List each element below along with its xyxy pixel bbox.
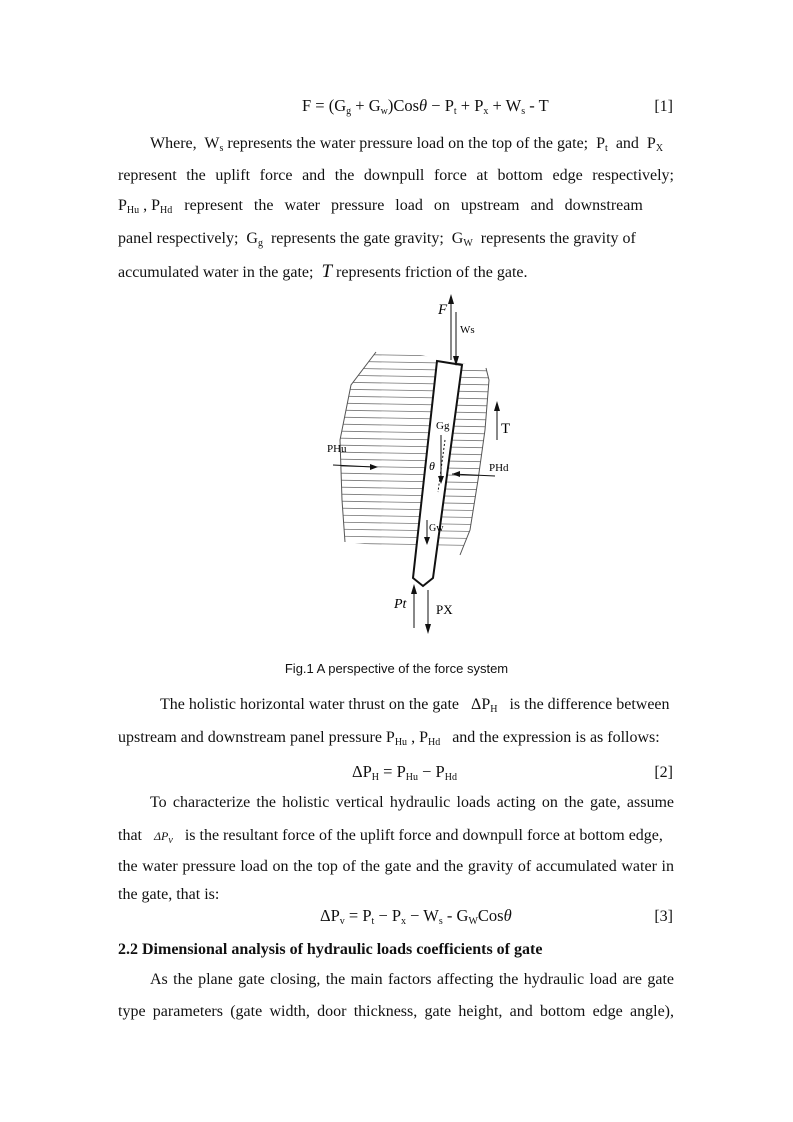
section-heading: 2.2 Dimensional analysis of hydraulic loads coefficients of gate: [118, 941, 543, 958]
equation-1-number: [1]: [654, 98, 673, 115]
para1-line5: accumulated water in the gate; T represents friction of the gate.: [118, 261, 528, 282]
equation-1: $F = (G_g + G_w)Cos\theta - P_t + P_x + W_s - T$: [302, 96, 549, 117]
label-Ws: Ws: [460, 324, 475, 336]
equation-2: $\Delta P_H = P_{Hu} - P_{Hd}$: [352, 762, 457, 783]
equation-2-number: [2]: [654, 764, 673, 781]
para3-line1: To characterize the holistic vertical hydraulic loads acting on the gate, assume: [150, 794, 674, 811]
para2-line2: upstream and downstream panel pressure $P_{Hu}$ , $P_{Hd}$ and the expression is as follows:: [118, 729, 660, 748]
label-PHd: PHd: [489, 462, 509, 474]
label-F: F: [438, 302, 448, 318]
figure-caption: Fig.1 A perspective of the force system: [284, 661, 509, 676]
para4-line2: type parameters (gate width, door thickness, gate height, and bottom edge angle),: [118, 1003, 674, 1020]
para1-line3: $P_{Hu}$ , $P_{Hd}$ represent the water pressure load on upstream and downstream: [118, 197, 643, 216]
para3-line2: that $\Delta P_v$ is the resultant force of the uplift force and downpull force at bottom edge,: [118, 827, 663, 846]
label-theta: θ: [429, 459, 435, 473]
para3-line3: the water pressure load on the top of the gate and the gravity of accumulated water in: [118, 858, 674, 875]
water-hatching: [330, 354, 500, 546]
para2-line1: The holistic horizontal water thrust on the gate $\Delta P_H$ is the difference between: [160, 696, 670, 715]
equation-3: $\Delta P_v = P_t - P_x - W_s - G_WCos\theta$: [320, 906, 512, 927]
label-PX: PX: [436, 602, 453, 617]
equation-3-number: [3]: [654, 908, 673, 925]
label-Pt: Pt: [394, 597, 407, 612]
label-PHu: PHu: [327, 443, 347, 455]
label-Gg: Gg: [436, 420, 450, 432]
para1-line1: Where, $W_s$ represents the water pressure load on the top of the gate; $P_t$ and $P_X$: [150, 135, 664, 154]
label-Gw: Gw: [429, 523, 444, 534]
para3-line4: the gate, that is:: [118, 886, 220, 903]
para4-line1: As the plane gate closing, the main factors affecting the hydraulic load are gate: [150, 971, 674, 988]
label-T: T: [501, 421, 511, 437]
para1-line4: panel respectively; $G_g$ represents the gate gravity; $G_W$ represents the gravity of: [118, 230, 636, 249]
para1-line2: represent the uplift force and the downpull force at bottom edge respectively;: [118, 167, 674, 184]
